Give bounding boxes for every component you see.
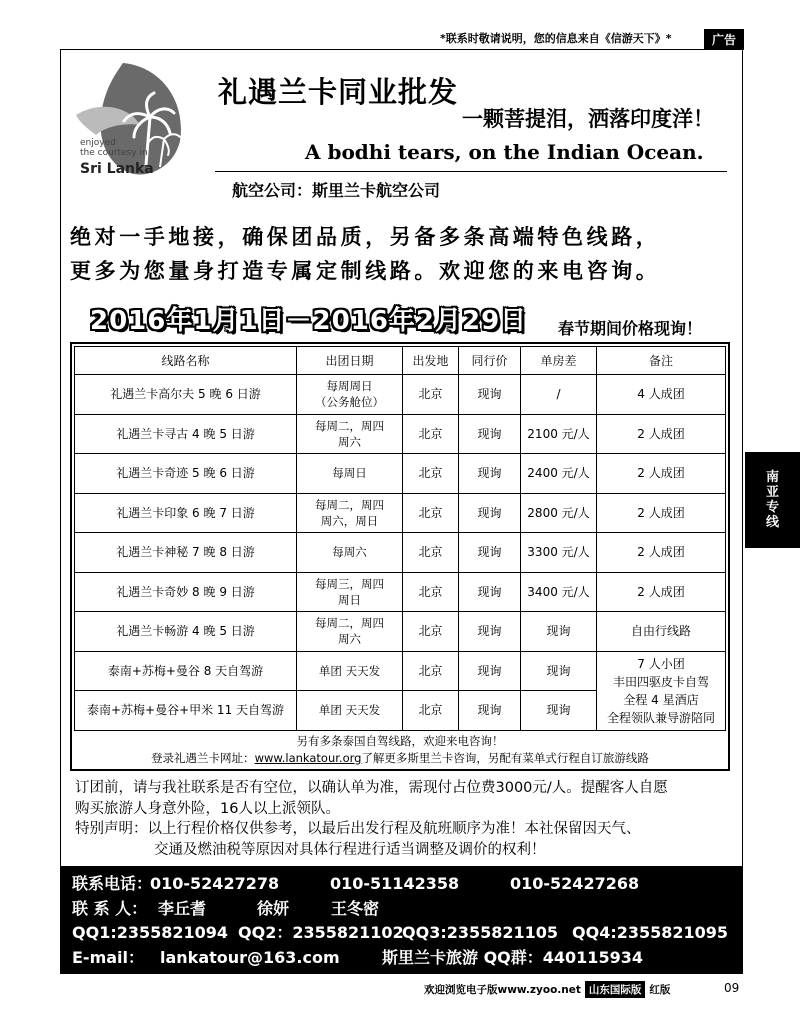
qq-3[interactable]: QQ3:2355821105 [402, 923, 559, 942]
footer-edition: 山东国际版 [585, 981, 646, 998]
route-name-cell: 泰南+苏梅+曼谷+甲米 11 天自驾游 [75, 691, 297, 731]
pitch-line-1: 绝对一手地接，确保团品质，另备多条高端特色线路， [70, 225, 661, 249]
person-label: 联 系 人： [72, 898, 148, 918]
email-address[interactable]: lankatour@163.com [160, 947, 340, 967]
peer-price-cell: 现询 [459, 651, 521, 691]
single-supplement-cell: 现询 [521, 612, 597, 652]
page-footer [424, 981, 670, 998]
pitch-text [70, 220, 660, 288]
departure-date-cell: 单团 天天发 [297, 651, 403, 691]
phone-2[interactable]: 010-51142358 [330, 874, 460, 893]
logo-tagline [80, 138, 148, 158]
table-row [75, 414, 726, 454]
header-divider [215, 171, 727, 172]
remarks-merged-cell: 7 人小团 丰田四驱皮卡自驾 全程 4 星酒店 全程领队兼导游陪同 [597, 651, 726, 730]
remarks-cell: 2 人成团 [597, 572, 726, 612]
person-row [72, 897, 743, 922]
remarks-cell: 2 人成团 [597, 533, 726, 573]
slogan-chinese: 一颗菩提泪，洒落印度洋！ [462, 106, 714, 131]
peer-price-cell: 现询 [459, 572, 521, 612]
departure-city-cell: 北京 [403, 612, 459, 652]
route-name-cell: 泰南+苏梅+曼谷 8 天自驾游 [75, 651, 297, 691]
peer-price-cell: 现询 [459, 533, 521, 573]
table-row [75, 454, 726, 494]
col-header-price: 同行价 [459, 347, 521, 375]
remarks-cell: 2 人成团 [597, 493, 726, 533]
peer-price-cell: 现询 [459, 375, 521, 415]
qq-group[interactable]: 斯里兰卡旅游 QQ群：440115934 [382, 947, 643, 967]
person-3: 王冬密 [331, 898, 380, 918]
remarks-cell: 2 人成团 [597, 454, 726, 494]
departure-date-cell: 每周三，周四 周日 [297, 572, 403, 612]
section-side-tab [745, 452, 800, 548]
note-line-4: 交通及燃油税等原因对具体行程进行适当调整及调价的权利！ [154, 841, 546, 858]
contact-panel [60, 866, 743, 974]
single-supplement-cell: / [521, 375, 597, 415]
single-supplement-cell: 2400 元/人 [521, 454, 597, 494]
note-line-3: 特别声明：以上行程价格仅供参考，以最后出发行程及航班顺序为准！本社保留因天气、 [75, 821, 641, 837]
single-supplement-cell: 2800 元/人 [521, 493, 597, 533]
table-header-row [75, 347, 726, 375]
departure-city-cell: 北京 [403, 691, 459, 731]
slogan-english: A bodhi tears, on the Indian Ocean. [305, 140, 704, 164]
person-2: 徐妍 [257, 898, 290, 918]
departure-city-cell: 北京 [403, 414, 459, 454]
route-name-cell: 礼遇兰卡神秘 7 晚 8 日游 [75, 533, 297, 573]
col-header-route: 线路名称 [75, 347, 297, 375]
logo-brand: Sri Lanka [80, 161, 154, 177]
single-supplement-cell: 3400 元/人 [521, 572, 597, 612]
col-header-remarks: 备注 [597, 347, 726, 375]
remarks-cell: 4 人成团 [597, 375, 726, 415]
peer-price-cell: 现询 [459, 454, 521, 494]
departure-date-cell: 每周六 [297, 533, 403, 573]
table-row [75, 533, 726, 573]
col-header-single-supplement: 单房差 [521, 347, 597, 375]
logo-line2: the courtesy [80, 148, 137, 158]
table-footer-line1: 另有多条泰国自驾线路，欢迎来电咨询！ [296, 733, 504, 748]
remarks-cell: 2 人成团 [597, 414, 726, 454]
ad-tag: 广告 [704, 29, 744, 50]
peer-price-cell: 现询 [459, 612, 521, 652]
phone-1[interactable]: 010-52427278 [150, 874, 280, 893]
route-name-cell: 礼遇兰卡奇迹 5 晚 6 日游 [75, 454, 297, 494]
table-row [75, 612, 726, 652]
source-notice: *联系时敬请说明，您的信息来自《信游天下》* [440, 32, 672, 45]
table-row [75, 651, 726, 691]
departure-date-cell: 每周二，周四 周六 [297, 414, 403, 454]
route-table [74, 346, 726, 731]
table-footer [74, 731, 726, 767]
note-line-1: 订团前，请与我社联系是否有空位，以确认单为准，需现付占位费3000元/人。提醒客人自愿 [75, 780, 668, 796]
side-tab-label: 南亚专线 [765, 470, 779, 530]
website-link[interactable]: www.lankatour.org [254, 750, 362, 765]
peer-price-cell: 现询 [459, 493, 521, 533]
route-name-cell: 礼遇兰卡奇妙 8 晚 9 日游 [75, 572, 297, 612]
departure-city-cell: 北京 [403, 651, 459, 691]
route-table-box [70, 342, 730, 771]
booking-notes [75, 778, 735, 860]
page-number: 09 [724, 981, 740, 995]
col-header-date: 出团日期 [297, 347, 403, 375]
table-row [75, 572, 726, 612]
logo-line2-suffix: in [139, 148, 148, 158]
route-name-cell: 礼遇兰卡印象 6 晚 7 日游 [75, 493, 297, 533]
single-supplement-cell: 3300 元/人 [521, 533, 597, 573]
note-line-2: 购买旅游人身意外险，16人以上派领队。 [75, 800, 340, 817]
departure-city-cell: 北京 [403, 572, 459, 612]
departure-date-cell: 每周二，周四 周六，周日 [297, 493, 403, 533]
departure-city-cell: 北京 [403, 454, 459, 494]
departure-city-cell: 北京 [403, 493, 459, 533]
departure-date-cell: 单团 天天发 [297, 691, 403, 731]
phone-3[interactable]: 010-52427268 [510, 874, 640, 893]
footer-version: 红版 [649, 984, 671, 996]
email-row [72, 946, 743, 971]
footer-site-text: 欢迎浏览电子版www.zyoo.net [424, 984, 581, 996]
phone-label: 联系电话： [72, 874, 153, 893]
departure-city-cell: 北京 [403, 533, 459, 573]
remarks-cell: 自由行线路 [597, 612, 726, 652]
route-name-cell: 礼遇兰卡寻古 4 晚 5 日游 [75, 414, 297, 454]
departure-date-cell: 每周周日 （公务舱位） [297, 375, 403, 415]
qq-1[interactable]: QQ1:2355821094 [72, 923, 229, 942]
single-supplement-cell: 现询 [521, 651, 597, 691]
col-header-departure: 出发地 [403, 347, 459, 375]
date-range: 2016年1月1日－2016年2月29日 [90, 306, 528, 336]
airline-info: 航空公司：斯里兰卡航空公司 [232, 181, 441, 200]
departure-date-cell: 每周二，周四 周六 [297, 612, 403, 652]
person-1: 李丘耆 [158, 898, 207, 918]
single-supplement-cell: 现询 [521, 691, 597, 731]
table-row [75, 375, 726, 415]
qq-row [72, 921, 743, 946]
peer-price-cell: 现询 [459, 414, 521, 454]
peer-price-cell: 现询 [459, 691, 521, 731]
website-label: 登录礼遇兰卡网址： [151, 750, 255, 765]
phone-row [72, 872, 743, 897]
table-footer-line2 [74, 750, 726, 767]
table-row [75, 493, 726, 533]
logo-line1: enjoyed [80, 138, 116, 148]
departure-city-cell: 北京 [403, 375, 459, 415]
website-note: 了解更多斯里兰卡咨询，另配有菜单式行程自订旅游线路 [361, 750, 649, 765]
single-supplement-cell: 2100 元/人 [521, 414, 597, 454]
departure-date-cell: 每周日 [297, 454, 403, 494]
qq-4[interactable]: QQ4:2355821095 [572, 923, 729, 942]
route-name-cell: 礼遇兰卡高尔夫 5 晚 6 日游 [75, 375, 297, 415]
email-label: E-mail： [72, 947, 145, 967]
headline: 礼遇兰卡同业批发 [218, 75, 459, 109]
pitch-line-2: 更多为您量身打造专属定制线路。欢迎您的来电咨询。 [70, 259, 661, 283]
qq-2[interactable]: QQ2：2355821102 [238, 923, 404, 942]
route-name-cell: 礼遇兰卡畅游 4 晚 5 日游 [75, 612, 297, 652]
spring-festival-note: 春节期间价格现询！ [558, 319, 703, 338]
